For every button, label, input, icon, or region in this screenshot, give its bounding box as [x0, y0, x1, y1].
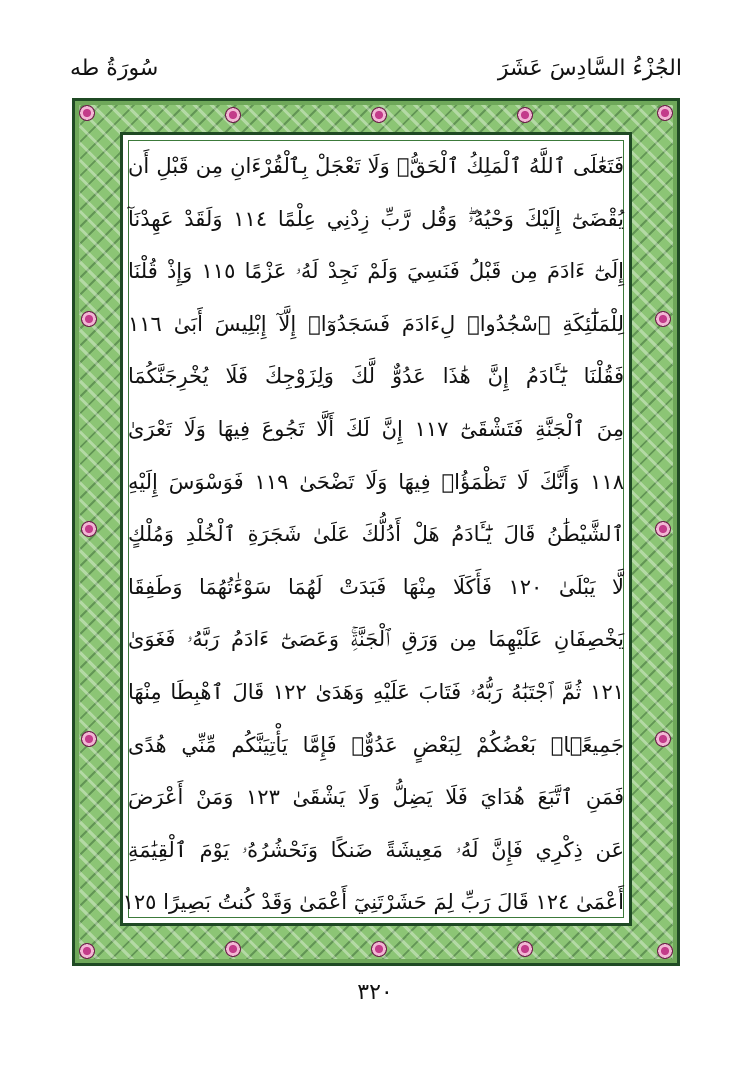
flower-ornament-icon: [657, 943, 673, 959]
text-line: ١١٨ وَأَنَّكَ لَا تَظْمَؤُا۟ فِيهَا وَلَا تَضْحَىٰ ١١٩ فَوَسْوَسَ إِلَيْهِ: [128, 469, 625, 494]
text-line: يَخْصِفَانِ عَلَيْهِمَا مِن وَرَقِ ٱلْجَنَّةِۚ وَعَصَىٰٓ ءَادَمُ رَبَّهُۥ فَغَوَىٰ: [128, 627, 624, 652]
flower-ornament-icon: [371, 941, 387, 957]
flower-ornament-icon: [225, 941, 241, 957]
flower-ornament-icon: [79, 105, 95, 121]
flower-ornament-icon: [655, 311, 671, 327]
page-number: ٣٢٠: [357, 980, 393, 1005]
text-line: فَتَعَٰلَى ٱللَّهُ ٱلْمَلِكُ ٱلْحَقُّۗ وَلَا تَعْجَلْ بِٱلْقُرْءَانِ مِن قَبْلِ أَن: [128, 154, 624, 178]
text-line: جَمِيعًۢاۖ بَعْضُكُمْ لِبَعْضٍ عَدُوٌّۖ فَإِمَّا يَأْتِيَنَّكُم مِّنِّي هُدًى: [128, 732, 624, 757]
juz-title: الجُزْءُ السَّادِسَ عَشَرَ: [497, 56, 682, 81]
flower-ornament-icon: [517, 941, 533, 957]
text-line: يُقْضَىٰٓ إِلَيْكَ وَحْيُهُۥۖ وَقُل رَّبِّ زِدْنِي عِلْمًا ١١٤ وَلَقَدْ عَهِدْنَآ: [128, 206, 624, 231]
flower-ornament-icon: [371, 107, 387, 123]
text-line: فَقُلْنَا يَٰٓـَٔادَمُ إِنَّ هَٰذَا عَدُوٌّ لَّكَ وَلِزَوْجِكَ فَلَا يُخْرِجَنَّكُمَا: [128, 364, 624, 389]
flower-ornament-icon: [657, 105, 673, 121]
flower-ornament-icon: [655, 521, 671, 537]
text-line: مِنَ ٱلْجَنَّةِ فَتَشْقَىٰٓ ١١٧ إِنَّ لَكَ أَلَّا تَجُوعَ فِيهَا وَلَا تَعْرَىٰ: [128, 416, 624, 441]
flower-ornament-icon: [81, 311, 97, 327]
verse-lines: [122, 140, 625, 929]
flower-ornament-icon: [79, 943, 95, 959]
text-line: إِلَىٰٓ ءَادَمَ مِن قَبْلُ فَنَسِيَ وَلَمْ نَجِدْ لَهُۥ عَزْمًا ١١٥ وَإِذْ قُلْنَا: [128, 259, 624, 284]
text-line: ١٢١ ثُمَّ ٱجْتَبَٰهُ رَبُّهُۥ فَتَابَ عَلَيْهِ وَهَدَىٰ ١٢٢ قَالَ ٱهْبِطَا مِنْهَا: [128, 679, 625, 704]
text-line: لَّا يَبْلَىٰ ١٢٠ فَأَكَلَا مِنْهَا فَبَدَتْ لَهُمَا سَوْءَٰتُهُمَا وَطَفِقَا: [128, 574, 624, 599]
page-header: [70, 56, 682, 92]
text-line: أَعْمَىٰ ١٢٤ قَالَ رَبِّ لِمَ حَشَرْتَنِيٓ أَعْمَىٰ وَقَدْ كُنتُ بَصِيرًا ١٢٥: [122, 890, 624, 915]
text-line: فَمَنِ ٱتَّبَعَ هُدَايَ فَلَا يَضِلُّ وَلَا يَشْقَىٰ ١٢٣ وَمَنْ أَعْرَضَ: [128, 785, 624, 810]
text-line: لِلْمَلَٰٓئِكَةِ ٱسْجُدُوا۟ لِءَادَمَ فَسَجَدُوٓا۟ إِلَّآ إِبْلِيسَ أَبَىٰ ١١٦: [128, 311, 624, 336]
text-line: ٱلشَّيْطَٰنُ قَالَ يَٰٓـَٔادَمُ هَلْ أَدُلُّكَ عَلَىٰ شَجَرَةِ ٱلْخُلْدِ وَمُلْكٍ: [128, 522, 624, 547]
flower-ornament-icon: [225, 107, 241, 123]
flower-ornament-icon: [81, 521, 97, 537]
text-line: عَن ذِكْرِي فَإِنَّ لَهُۥ مَعِيشَةً ضَنكًا وَنَحْشُرُهُۥ يَوْمَ ٱلْقِيَٰمَةِ: [128, 837, 624, 862]
flower-ornament-icon: [81, 731, 97, 747]
surah-title: سُورَةُ طه: [70, 56, 159, 81]
flower-ornament-icon: [655, 731, 671, 747]
flower-ornament-icon: [517, 107, 533, 123]
